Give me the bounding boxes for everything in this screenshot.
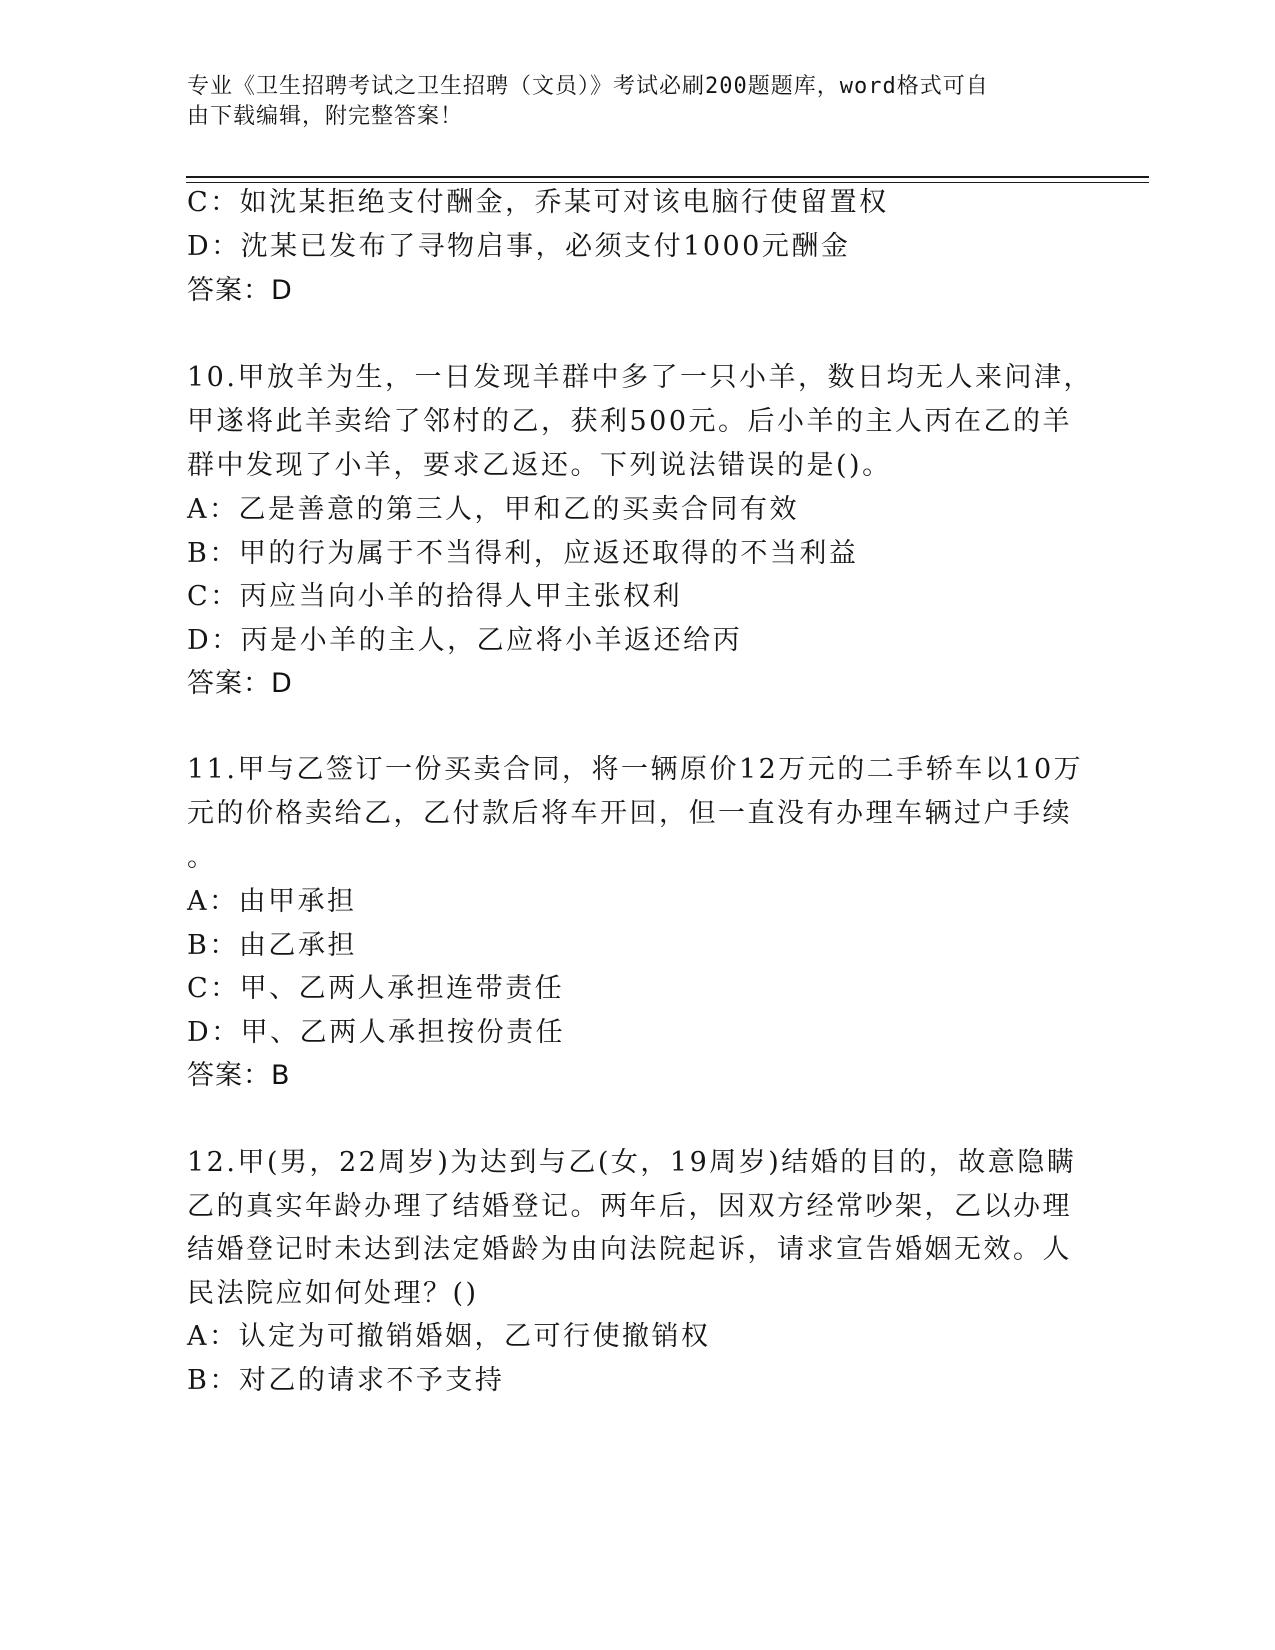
q10-answer: 答案：D [187,668,293,699]
q11-option-a: A：由甲承担 [187,886,357,917]
q9-option-d: D：沈某已发布了寻物启事，必须支付1000元酬金 [187,231,851,262]
q11-option-b: B：由乙承担 [187,930,357,961]
q10-stem-line-3: 群中发现了小羊，要求乙返还。下列说法错误的是()。 [187,450,892,481]
q12-stem-line-4: 民法院应如何处理？() [187,1278,479,1309]
q10-stem-line-2: 甲遂将此羊卖给了邻村的乙，获利500元。后小羊的主人丙在乙的羊 [187,406,1073,437]
q11-stem-line-1: 11.甲与乙签订一份买卖合同，将一辆原价12万元的二手轿车以10万 [187,754,1084,785]
q9-answer: 答案：D [187,275,293,306]
q12-option-a: A：认定为可撤销婚姻，乙可行使撤销权 [187,1321,711,1352]
q11-stem-line-3: 。 [187,842,217,873]
q11-answer: 答案：B [187,1060,291,1091]
header-divider-thin [186,182,1149,183]
q12-option-b: B：对乙的请求不予支持 [187,1365,505,1396]
q10-option-a: A：乙是善意的第三人，甲和乙的买卖合同有效 [187,494,799,525]
q10-option-d: D：丙是小羊的主人，乙应将小羊返还给丙 [187,625,743,656]
header-divider-thick [186,176,1149,178]
header-title-line-1: 专业《卫生招聘考试之卫生招聘（文员）》考试必刷200题题库，word格式可自 [187,74,989,99]
page-header [187,72,1067,132]
q12-stem-line-3: 结婚登记时未达到法定婚龄为由向法院起诉，请求宣告婚姻无效。人 [187,1234,1072,1265]
q11-stem-line-2: 元的价格卖给乙，乙付款后将车开回，但一直没有办理车辆过户手续 [187,798,1072,829]
q10-option-c: C：丙应当向小羊的拾得人甲主张权利 [187,581,683,612]
header-title-line-2: 由下载编辑，附完整答案！ [187,104,464,129]
q11-option-d: D：甲、乙两人承担按份责任 [187,1017,566,1048]
q10-option-b: B：甲的行为属于不当得利，应返还取得的不当利益 [187,538,859,569]
q12-stem-line-1: 12.甲(男，22周岁)为达到与乙(女，19周岁)结婚的目的，故意隐瞒 [187,1147,1077,1178]
q9-option-c: C：如沈某拒绝支付酬金，乔某可对该电脑行使留置权 [187,187,889,218]
q12-stem-line-2: 乙的真实年龄办理了结婚登记。两年后，因双方经常吵架，乙以办理 [187,1191,1072,1222]
q10-stem-line-1: 10.甲放羊为生，一日发现羊群中多了一只小羊，数日均无人来问津， [187,362,1093,393]
q11-option-c: C：甲、乙两人承担连带责任 [187,973,565,1004]
